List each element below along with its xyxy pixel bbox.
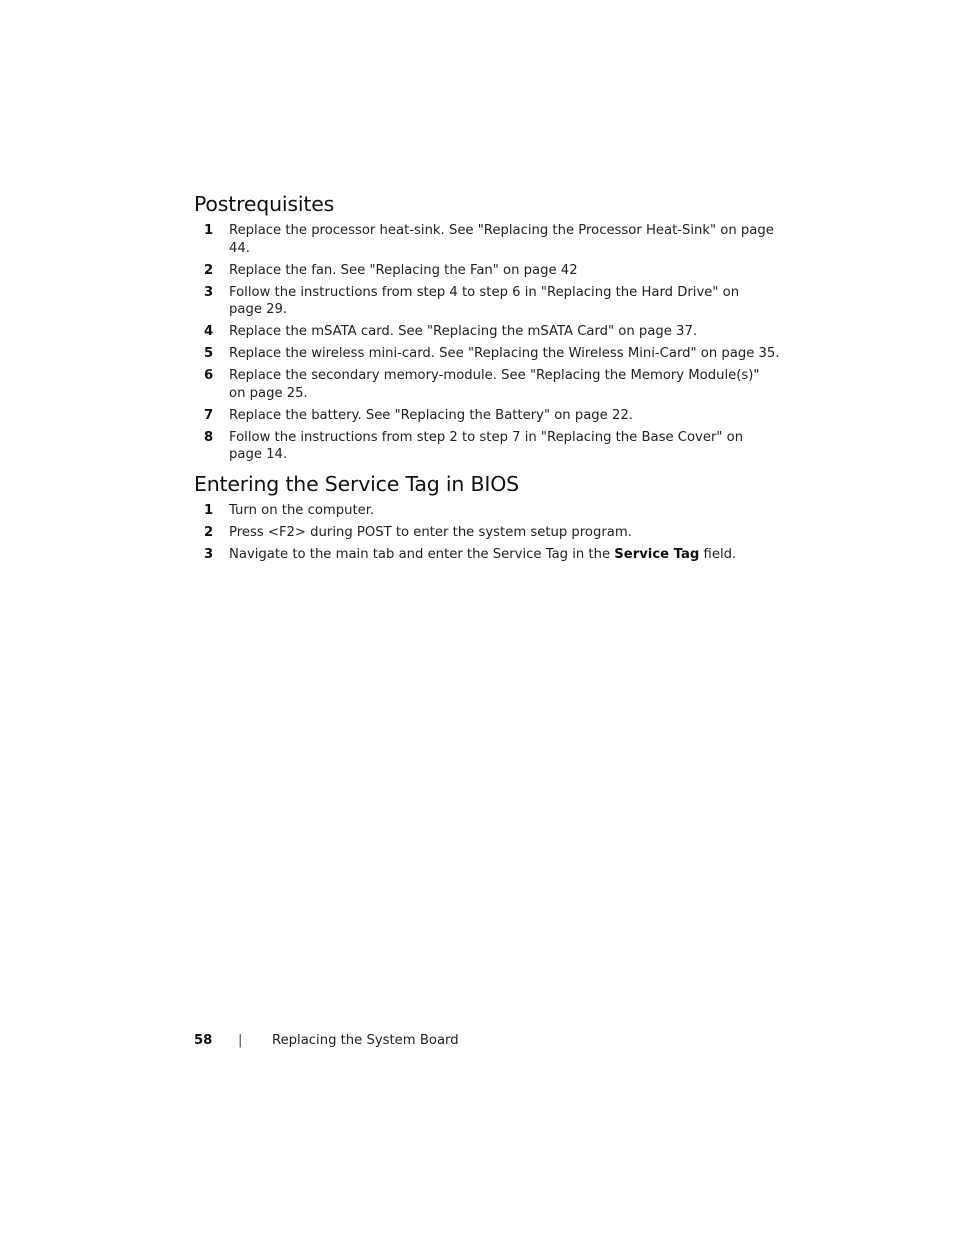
postrequisites-steps: [194, 222, 780, 464]
step-text: Follow the instructions from step 4 to step 6 in "Replacing the Hard Drive" on page 29.: [229, 284, 740, 317]
step-number: 2: [204, 262, 214, 278]
step-number: 1: [204, 503, 214, 518]
page-number: 58: [194, 1033, 213, 1048]
list-item: [194, 524, 774, 542]
list-item: [194, 345, 780, 363]
postrequisites-section: [194, 190, 780, 468]
list-item: [194, 502, 774, 520]
step-number: 2: [204, 525, 214, 540]
step-text: Replace the battery. See "Replacing the Battery" on page 22.: [229, 407, 633, 423]
step-number: 1: [204, 223, 214, 238]
service-tag-field-name: Service Tag: [614, 547, 700, 562]
step-number: 8: [204, 429, 214, 445]
step-text: Replace the wireless mini-card. See "Replacing the Wireless Mini-Card" on page 35.: [229, 346, 780, 361]
step-text: Replace the secondary memory-module. See "Replacing the Memory Module(s)" on page 25.: [229, 368, 760, 401]
step-text: Replace the fan. See "Replacing the Fan" on page 42: [229, 262, 578, 278]
step-text: Turn on the computer.: [229, 503, 375, 518]
list-item: [194, 546, 774, 564]
list-item: [194, 429, 774, 464]
step-number: 3: [204, 284, 214, 300]
step-text: Press <F2> during POST to enter the system setup program.: [229, 525, 632, 540]
step-number: 3: [204, 547, 214, 562]
list-item: [194, 262, 774, 280]
step-text: Replace the mSATA card. See "Replacing the mSATA Card" on page 37.: [229, 324, 698, 339]
page-footer: [194, 1031, 459, 1051]
step-text: [229, 546, 774, 564]
step-text: Replace the processor heat-sink. See "Replacing the Processor Heat-Sink" on page 44.: [229, 223, 774, 256]
list-item: [194, 222, 774, 257]
step-number: 5: [204, 346, 214, 361]
list-item: [194, 367, 774, 402]
step-number: 6: [204, 368, 214, 383]
bios-heading: Entering the Service Tag in BIOS: [194, 472, 519, 496]
step-text-before: Navigate to the main tab and enter the Service Tag in the: [229, 547, 615, 562]
list-item: [194, 323, 774, 341]
step-text-after: field.: [699, 547, 737, 562]
list-item: [194, 407, 774, 425]
bios-steps: [194, 502, 774, 564]
footer-separator: |: [238, 1033, 243, 1048]
step-number: 7: [204, 407, 214, 423]
list-item: [194, 284, 774, 319]
chapter-title: Replacing the System Board: [272, 1033, 459, 1048]
step-number: 4: [204, 324, 214, 339]
postrequisites-heading: Postrequisites: [194, 192, 335, 216]
bios-section: [194, 470, 774, 568]
step-text: Follow the instructions from step 2 to step 7 in "Replacing the Base Cover" on page 14.: [229, 429, 744, 462]
